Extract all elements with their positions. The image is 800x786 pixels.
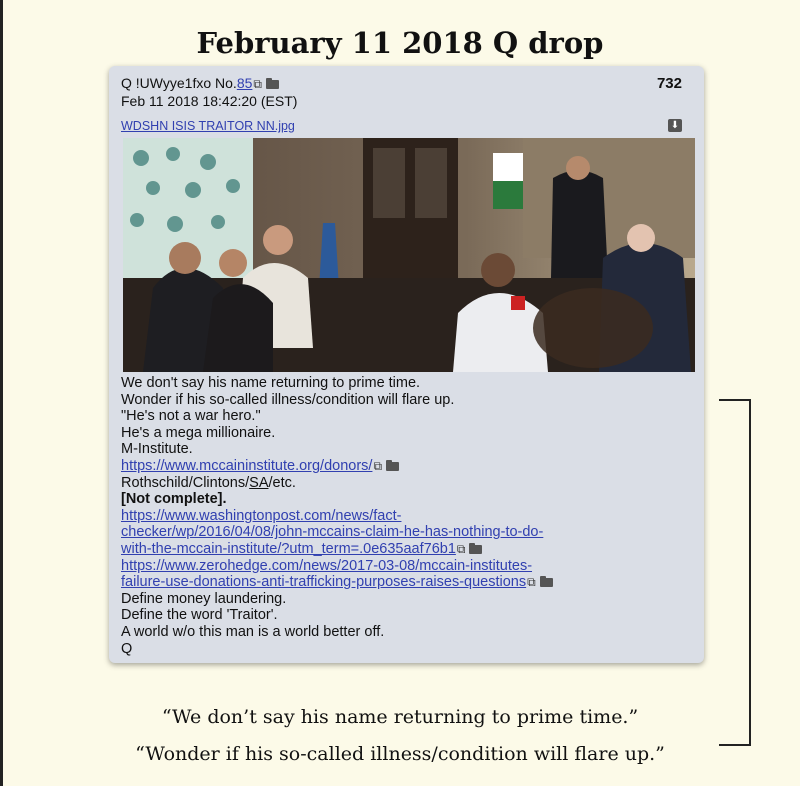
meeting-photo-graphic (123, 138, 695, 372)
body-line: M-Institute. (121, 441, 193, 458)
washingtonpost-link[interactable]: checker/wp/2016/04/08/john-mccains-claim-he-has-nothing-to-do- (121, 524, 544, 541)
folder-icon[interactable] (266, 80, 279, 89)
body-line: "He's not a war hero." (121, 408, 261, 425)
signature: Q (121, 640, 133, 657)
folder-icon[interactable] (540, 578, 553, 587)
body-line: He's a mega millionaire. (121, 424, 276, 441)
download-icon[interactable]: ⬇ (668, 119, 682, 132)
reply-count: 732 (656, 75, 682, 92)
body-link-row (121, 458, 701, 475)
body-link-row (121, 541, 701, 558)
body-line (121, 475, 701, 492)
body-line: Wonder if his so-called illness/condition will flare up. (121, 391, 455, 408)
external-link-icon[interactable]: ⧉ (373, 458, 383, 473)
page-title: February 11 2018 Q drop (196, 26, 604, 60)
body-link-row (121, 574, 701, 591)
body-line-bold: [Not complete]. (121, 491, 227, 508)
quote-line-1: “We don’t say his name returning to prime time.” (161, 706, 639, 728)
post-author: Q !UWyye1fxo (121, 75, 212, 91)
external-link-icon[interactable]: ⧉ (456, 541, 466, 556)
folder-icon[interactable] (469, 545, 482, 554)
post-photo[interactable] (123, 138, 695, 372)
image-filename-link[interactable]: WDSHN ISIS TRAITOR NN.jpg (121, 119, 295, 133)
zerohedge-link[interactable]: https://www.zerohedge.com/news/2017-03-08/mccain-institutes- (121, 557, 533, 574)
mccain-institute-donors-link[interactable]: https://www.mccaininstitute.org/donors/ (121, 457, 373, 474)
post-no-prefix: No. (215, 75, 237, 91)
body-text-part: Rothschild/Clintons/ (121, 474, 250, 491)
q-post-card (109, 66, 704, 663)
washingtonpost-link[interactable]: with-the-mccain-institute/?utm_term=.0e635aaf76b1 (121, 540, 456, 557)
body-line: Define money laundering. (121, 590, 287, 607)
external-link-icon[interactable]: ⧉ (253, 77, 262, 91)
external-link-icon[interactable]: ⧉ (527, 575, 536, 590)
body-text-part: /etc. (268, 474, 296, 491)
body-line: We don't say his name returning to prime time. (121, 375, 421, 391)
post-timestamp: Feb 11 2018 18:42:20 (EST) (121, 93, 298, 109)
quote-line-2: “Wonder if his so-called illness/condition will flare up.” (135, 743, 665, 765)
post-body (121, 375, 701, 657)
folder-icon[interactable] (386, 462, 399, 471)
body-line: Define the word 'Traitor'. (121, 607, 278, 624)
zerohedge-link[interactable]: failure-use-donations-anti-trafficking-purposes-raises-questions (121, 574, 527, 591)
washingtonpost-link[interactable]: https://www.washingtonpost.com/news/fact- (121, 507, 402, 524)
body-text-underlined: SA (249, 474, 269, 491)
post-header (121, 75, 297, 110)
post-number-link[interactable]: 85 (236, 75, 253, 91)
body-line: A world w/o this man is a world better off. (121, 623, 385, 640)
left-border-line (0, 0, 3, 786)
highlight-bracket (719, 399, 751, 746)
